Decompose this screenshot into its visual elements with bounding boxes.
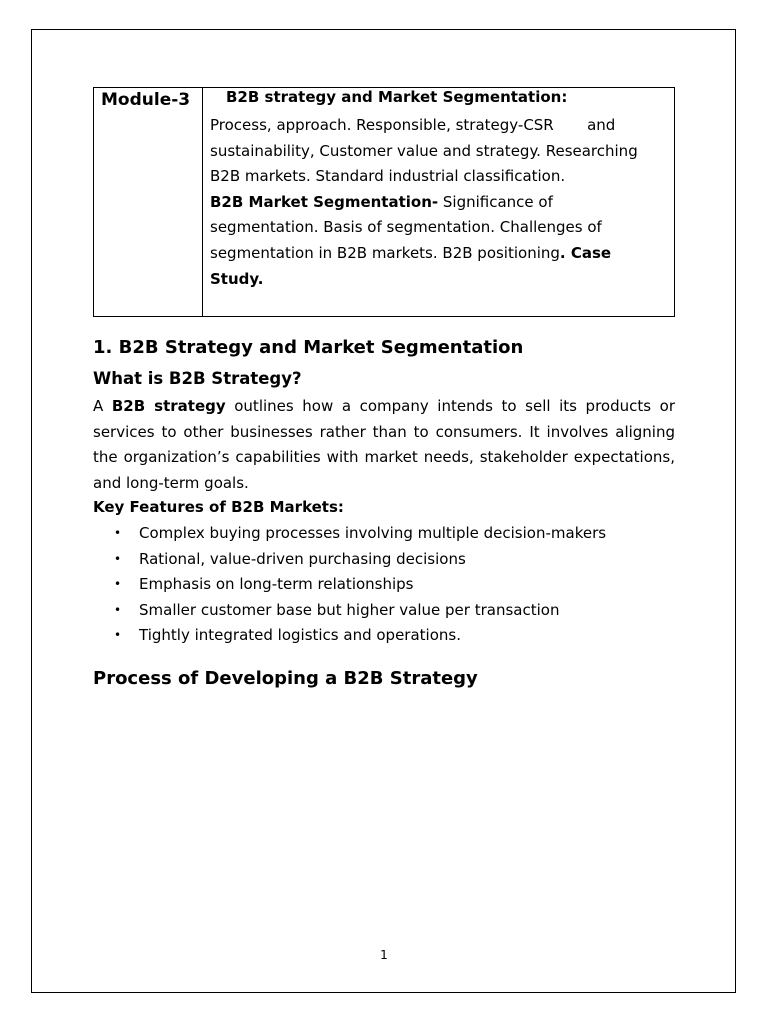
bullet-icon: • [114,577,122,592]
list-item [93,598,675,624]
list-item-text: Rational, value-driven purchasing decisions [139,549,466,568]
bullet-icon: • [114,526,122,540]
list-item [93,521,675,547]
module-heading: B2B strategy and Market Segmentation: [226,88,568,106]
section-subtitle: What is B2B Strategy? [93,369,302,388]
bullet-icon: • [114,602,122,617]
list-item-text: Smaller customer base but higher value per transaction [139,600,560,619]
list-item [93,547,675,573]
case-study-label: . Case Study. [210,243,612,288]
list-item [93,572,675,598]
module-topics-text: Process, approach. Responsible, strategy-CSR and sustainability, Customer value and strategy. Researching B2B markets. Standard industrial classification. [210,116,638,186]
page-number: 1 [380,948,388,962]
list-item-text: Emphasis on long-term relationships [139,575,414,594]
bullet-icon: • [114,551,122,566]
bullet-icon: • [114,628,122,643]
module-label: Module-3 [94,88,203,316]
para-lead: A [93,397,112,415]
list-item-text: Complex buying processes involving multiple decision-makers [139,524,607,542]
module-table [93,87,675,317]
next-section-heading: Process of Developing a B2B Strategy [93,668,478,689]
section-title: 1. B2B Strategy and Market Segmentation [93,337,524,358]
strategy-paragraph [93,394,675,496]
para-rest: outlines how a company intends to sell its products or services to other businesses rather than to consumers. It involves aligning the organization’s capabilities with market needs, stakeholder expectations, and long-term goals. [93,397,675,492]
segmentation-text: Significance of segmentation. Basis of segmentation. Challenges of segmentation in B2B markets. B2B positioning [210,192,602,262]
module-topics [210,113,665,190]
segmentation-label: B2B Market Segmentation- [210,192,439,211]
feature-list [93,521,675,649]
module-content [210,88,665,292]
features-heading: Key Features of B2B Markets: [93,498,344,516]
para-bold-term: B2B strategy [111,397,226,415]
module-segmentation [210,190,665,292]
list-item-text: Tightly integrated logistics and operations. [139,626,461,645]
list-item [93,623,675,649]
